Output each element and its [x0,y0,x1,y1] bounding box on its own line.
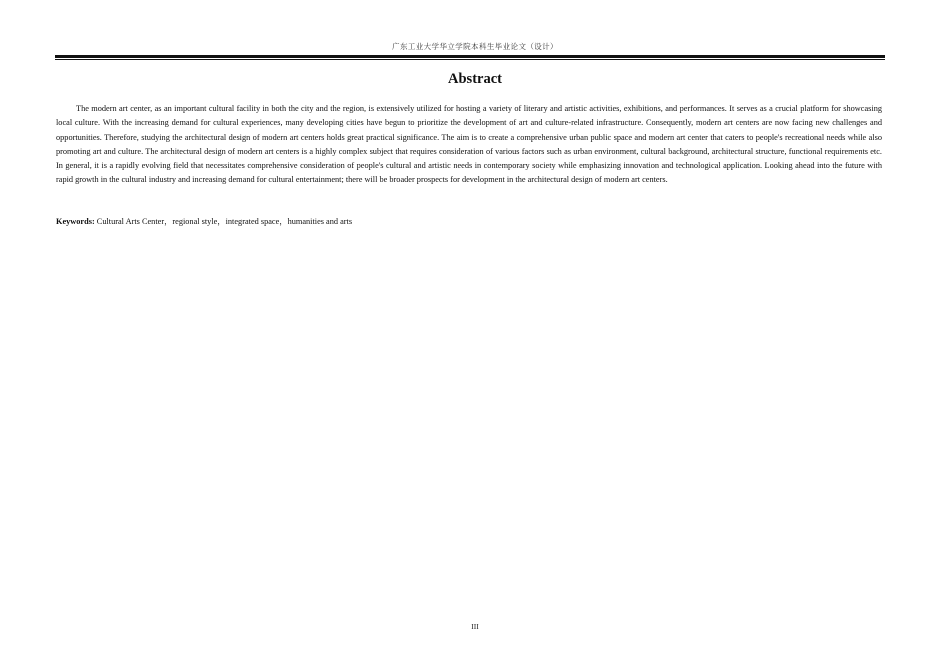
running-header: 广东工业大学华立学院本科生毕业论文（设计） [392,42,558,51]
page-number: III [471,622,479,631]
header-rule-thick [55,55,885,58]
keywords-label: Keywords: [56,217,95,226]
abstract-title: Abstract [448,71,502,87]
keywords-value: Cultural Arts Center，regional style，integrated space，humanities and arts [94,217,353,226]
abstract-body: The modern art center, as an important cultural facility in both the city and the region, is extensively utilized for hosting a variety of literary and artistic activities, exhibitions, and performances. It serves as a crucial platform for showcasing local culture. With the increasing demand for cultural experiences, many developing cities have begun to prioritize the development of art and culture-related infrastructure. Consequently, modern art centers are now facing new challenges and opportunities. Therefore, studying the architectural design of modern art centers holds great practical significance. The aim is to create a comprehensive urban public space and modern art center that caters to people's recreational needs while also promoting art and culture. The architectural design of modern art centers is a highly complex subject that requires consideration of various factors such as urban environment, cultural background, architectural structure, functional requirements etc. In general, it is a rapidly evolving field that necessitates comprehensive consideration of people's cultural and artistic needs in contemporary society while emphasizing innovation and technological application. Looking ahead into the future with rapid growth in the cultural industry and increasing demand for cultural entertainment; there will be broader prospects for development in the architectural design of modern art centers. [56,104,882,185]
keywords-line [56,215,882,229]
header-rule-thin [55,59,885,60]
